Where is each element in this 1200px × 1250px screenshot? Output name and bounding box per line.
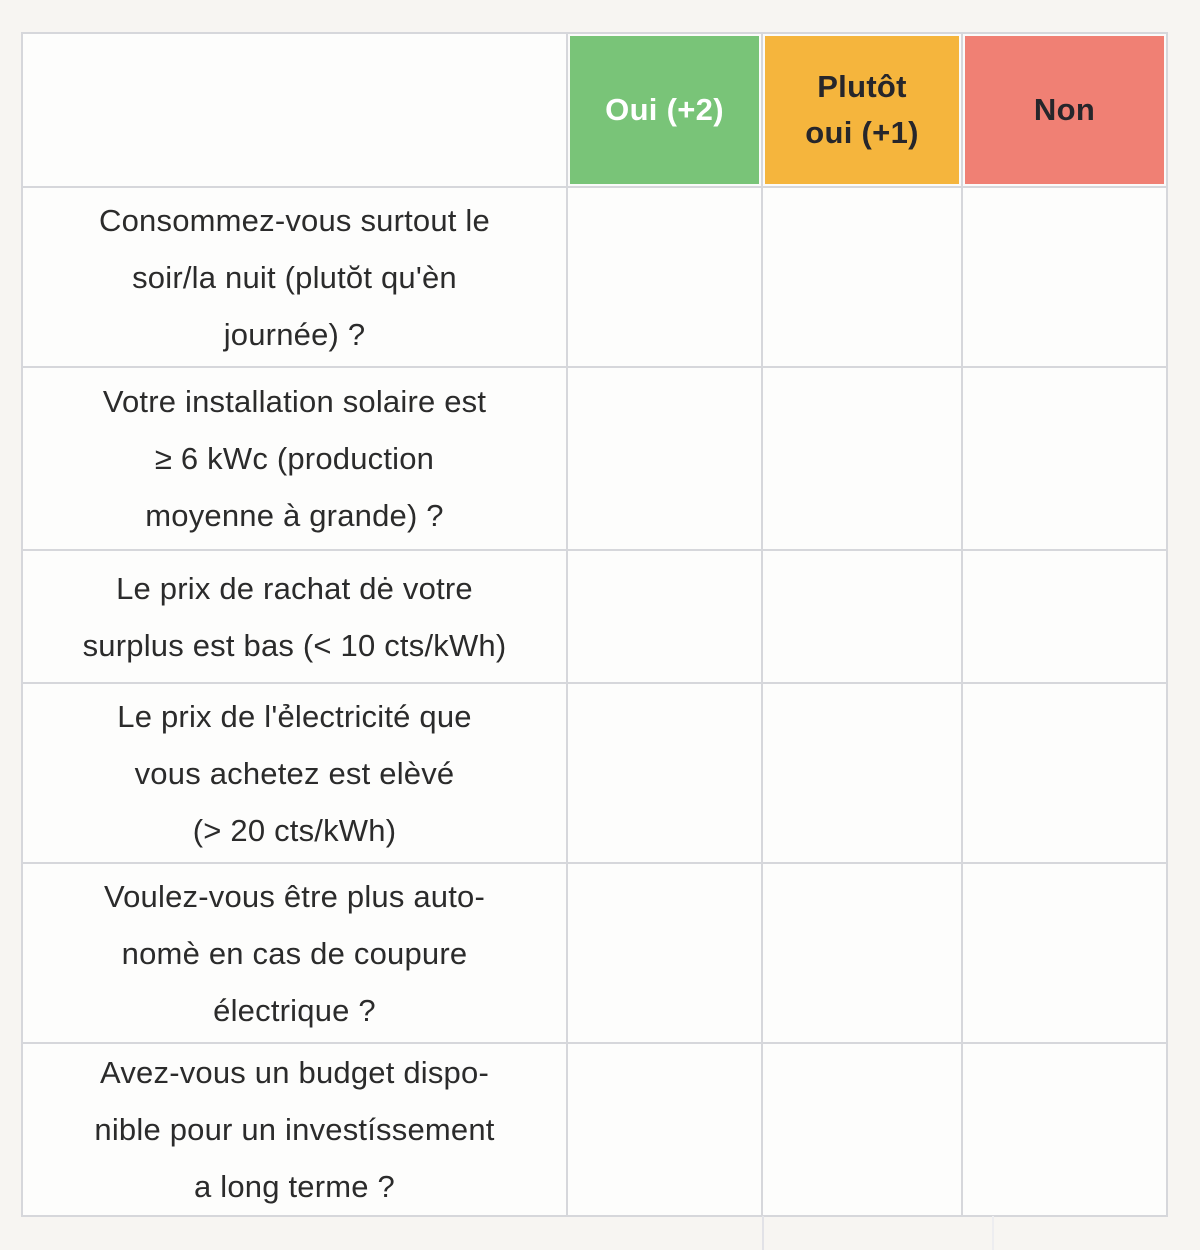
answer-cell-2-oui [568, 368, 761, 549]
answer-cell-1-non [963, 188, 1166, 366]
answer-cell-4-oui [568, 684, 761, 862]
header-cell-oui: Oui (+2) [568, 34, 761, 186]
answer-cell-3-oui [568, 551, 761, 682]
answer-cell-2-plutot-oui [763, 368, 961, 549]
answer-cell-6-plutot-oui [763, 1044, 961, 1215]
question-cell-1: Consommez-vous surtout le soir/la nuit (plutŏt qu'èn journée) ? [23, 188, 566, 366]
question-cell-6: Avez-vous un budget dispo- nible pour un investíssement a long terme ? [23, 1044, 566, 1215]
header-corner-cell [23, 34, 566, 186]
answer-cell-4-non [963, 684, 1166, 862]
answer-cell-5-plutot-oui [763, 864, 961, 1042]
answer-cell-3-non [963, 551, 1166, 682]
question-cell-4: Le prix de l'ẻlectricité que vous achetez est elèvé (> 20 cts/kWh) [23, 684, 566, 862]
header-cell-non: Non [963, 34, 1166, 186]
question-cell-2: Votre installation solaire est ≥ 6 kWc (production moyenne à grande) ? [23, 368, 566, 549]
answer-cell-1-oui [568, 188, 761, 366]
header-cell-plutot-oui: Plutôt oui (+1) [763, 34, 961, 186]
cropped-row-border-line [762, 1216, 764, 1250]
question-cell-3: Le prix de rachat dė votre surplus est bas (< 10 cts/kWh) [23, 551, 566, 682]
answer-cell-5-oui [568, 864, 761, 1042]
answer-cell-4-plutot-oui [763, 684, 961, 862]
question-cell-5: Voulez-vous être plus auto- nomè en cas de coupure électrique ? [23, 864, 566, 1042]
cropped-row-border-line [992, 1216, 994, 1250]
answer-cell-3-plutot-oui [763, 551, 961, 682]
answer-cell-1-plutot-oui [763, 188, 961, 366]
answer-cell-2-non [963, 368, 1166, 549]
answer-cell-5-non [963, 864, 1166, 1042]
answer-cell-6-non [963, 1044, 1166, 1215]
answer-cell-6-oui [568, 1044, 761, 1215]
decision-table [21, 32, 1168, 1217]
